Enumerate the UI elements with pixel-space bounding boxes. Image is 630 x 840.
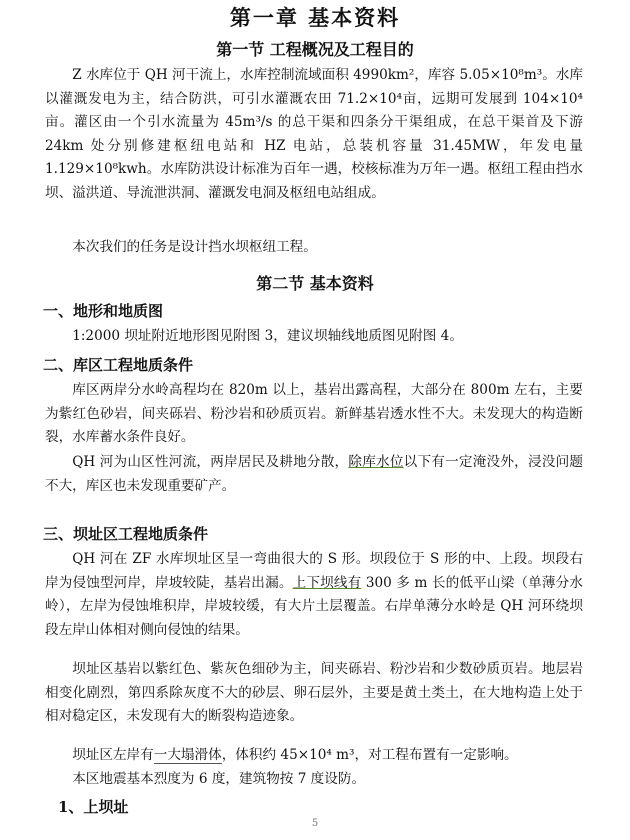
paragraph-topography: 1:2000 坝址附近地形图见附图 3，建议坝轴线地质图见附图 4。 — [72, 328, 463, 344]
underlined-text: 一大塌滑体 — [153, 747, 222, 763]
underlined-text: 上下坝线有 — [292, 574, 362, 591]
heading-topography: 一、地形和地质图 — [43, 302, 164, 320]
section-title-overview: 第一节 工程概况及工程目的 — [216, 40, 414, 59]
text-segment: 300 多 m 长的低平山梁（单薄分水岭），左岸为侵蚀堆积岸，岸坡较缓，有大片土层覆盖。右岸单薄分水岭是 QH 河环绕坝段左岸山体相对侧向侵蚀的结果。 — [45, 574, 584, 638]
heading-reservoir-geology: 二、库区工程地质条件 — [43, 356, 194, 374]
paragraph-seismic: 本区地震基本烈度为 6 度，建筑物按 7 度设防。 — [72, 771, 366, 787]
paragraph-overview: Z 水库位于 QH 河干流上，水库控制流域面积 4990km²，库容 5.05×10⁸m³。水库以灌溉发电为主，结合防洪，可引水灌溉农田 71.2×10⁴亩，远期可发展到 104×10⁴亩。灌区由一个引水流量为 45m³/s 的总干渠和四条分干渠组成，在总干渠首及下游 24km 处分别修建枢纽电站和 HZ 电站，总装机容量 31.45MW，年发电量 1.129×10⁸kwh。水库防洪设计标准为百年一遇，校核标准为万年一遇。枢纽工程由挡水坝、溢洪道、导流泄洪洞、灌溉发电洞及枢纽电站组成。 — [45, 67, 583, 201]
paragraph-damsite-1 — [45, 548, 583, 642]
text-segment: QH 河在 ZF 水库坝址区呈一弯曲很大的 S 形。坝段位于 S 形的中、上段。坝段右岸为侵蚀型河岸，岸坡较陡，基岩出漏。 — [45, 551, 583, 591]
text-segment: ，体积约 45×10⁴ m³，对工程布置有一定影响。 — [221, 747, 518, 763]
chapter-title: 第一章 基本资料 — [229, 5, 401, 30]
paragraph-damsite-2: 坝址区基岩以紫红色、紫灰色细砂为主，间夹砾岩、粉沙岩和少数砂质页岩。地层岩相变化剧烈，第四系除灰度不大的砂层、卵石层外，主要是黄土类土，在大地构造上处于相对稳定区，未发现有大的断裂构造迹象。 — [45, 661, 583, 725]
heading-damsite-geology: 三、坝址区工程地质条件 — [43, 525, 209, 543]
heading-upper-damsite: 1、上坝址 — [58, 798, 129, 816]
section-title-basic-data: 第二节 基本资料 — [256, 274, 374, 293]
text-segment: 坝址区左岸有 — [72, 747, 154, 763]
paragraph-task: 本次我们的任务是设计挡水坝枢纽工程。 — [72, 239, 317, 255]
text-segment: QH 河为山区性河流，两岸居民及耕地分散， — [72, 454, 349, 470]
paragraph-damsite-3 — [45, 744, 583, 768]
paragraph-reservoir-2 — [45, 451, 583, 498]
page-number: 5 — [311, 818, 319, 829]
paragraph-reservoir-1: 库区两岸分水岭高程均在 820m 以上，基岩出露高程，大部分在 800m 左右，主要为紫红色砂岩，间夹砾岩、粉沙岩和砂质页岩。新鲜基岩透水性不大。未发现大的构造断裂，水库蓄水条件良好。 — [45, 382, 583, 446]
text-segment: 以下有一定淹没外，浸没问题不大，库区也未发现重要矿产。 — [45, 454, 584, 494]
underlined-text: 除库水位 — [348, 454, 404, 470]
